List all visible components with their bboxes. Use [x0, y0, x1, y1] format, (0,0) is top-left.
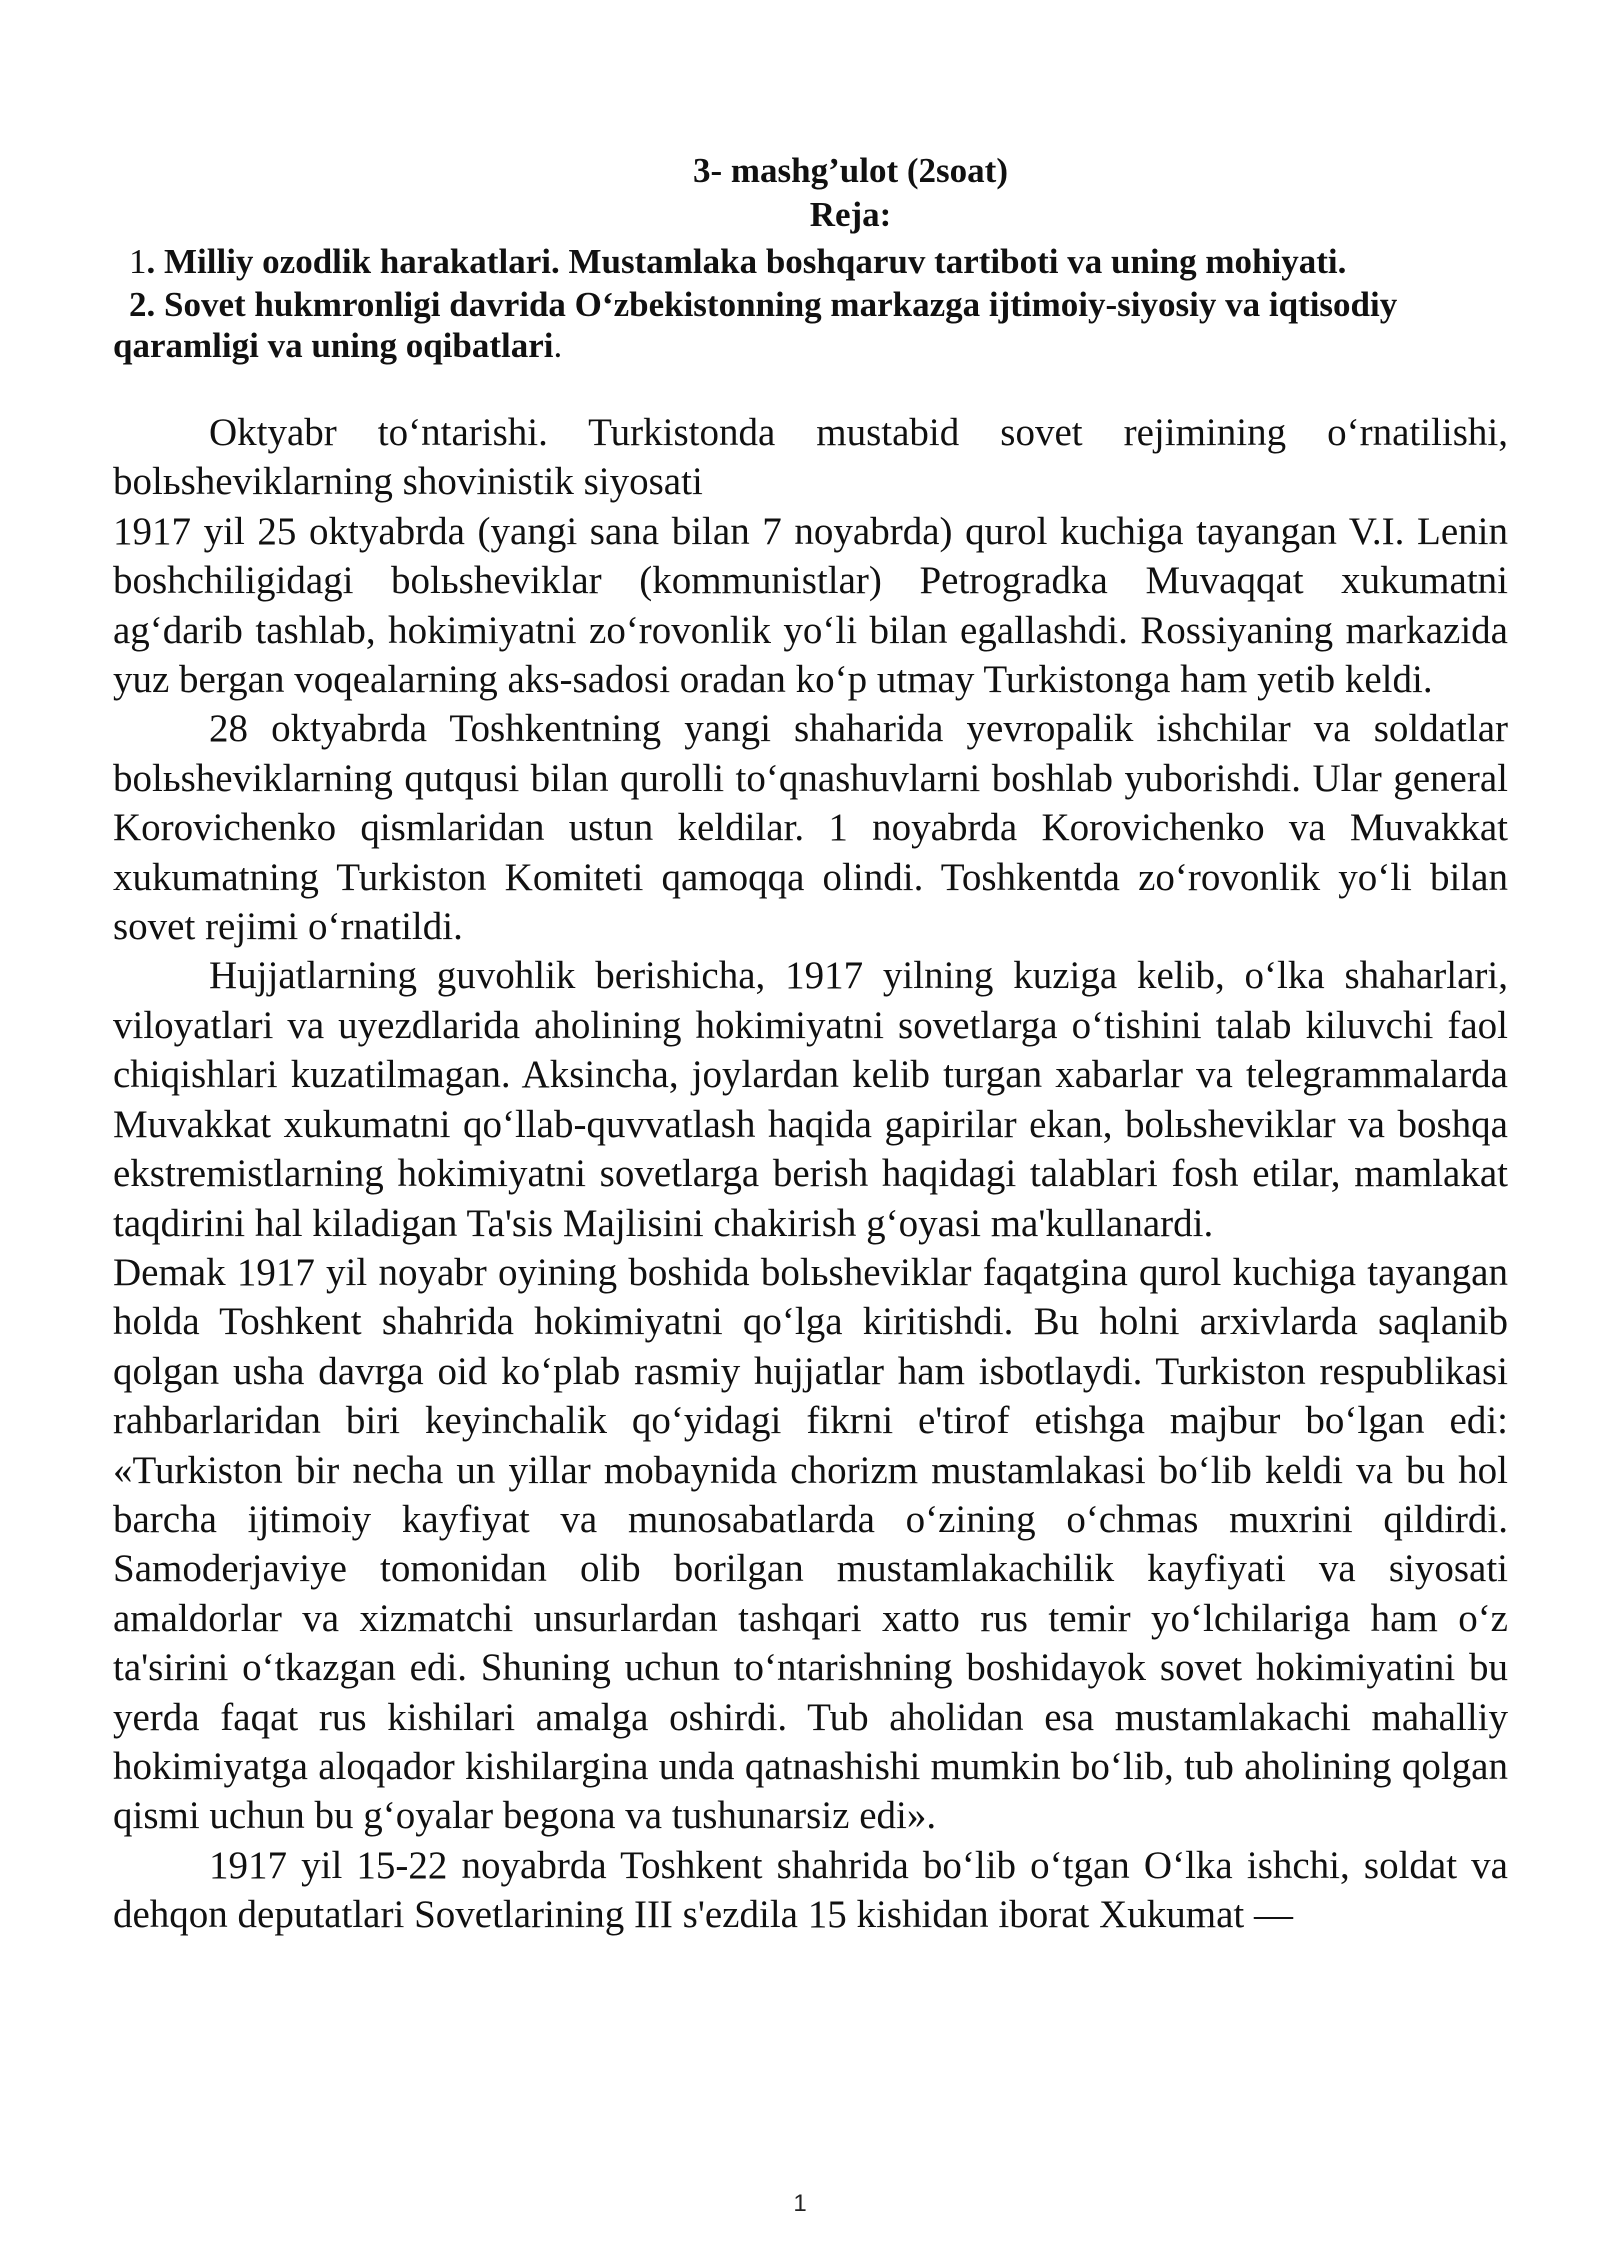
- section-heading-paragraph: Oktyabr to‘ntarishi. Turkistonda mustabid sovet rejimining o‘rnatilishi, bolьsheviklarning shovinistik siyosati: [113, 411, 1508, 504]
- plan-item-2: [113, 284, 1508, 366]
- plan-item-text: Sovet hukmronligi davrida O‘zbekistonning markazga ijtimoiy-siyosiy va iqtisodiy qaramligi va uning oqibatlari: [113, 285, 1398, 365]
- body-paragraph: 28 oktyabrda Toshkentning yangi shaharida yevropalik ishchilar va soldatlar bolьsheviklarning qutqusi bilan qurolli to‘qnashuvlarni boshlab yuborishdi. Ular general Korovichenko qismlaridan ustun keldilar. 1 noyabrda Korovichenko va Muvakkat xukumatning Turkiston Komiteti qamoqqa olindi. Toshkentda zo‘rovonlik yo‘li bilan sovet rejimi o‘rnatildi.: [113, 707, 1508, 949]
- body-paragraph: 1917 yil 25 oktyabrda (yangi sana bilan 7 noyabrda) qurol kuchiga tayangan V.I. Lenin boshchiligidagi bolьsheviklar (kommunistlar) Petrogradka Muvaqqat xukumatni ag‘darib tashlab, hokimiyatni zo‘rovonlik yo‘li bilan egallashdi. Rossiyaning markazida yuz bergan voqealarning aks-sadosi oradan ko‘p utmay Turkistonga ham yetib keldi.: [113, 509, 1508, 702]
- body-paragraph: 1917 yil 15-22 noyabrda Toshkent shahrida bo‘lib o‘tgan O‘lka ishchi, soldat va dehqon deputatlari Sovetlarining III s'ezdila 15 kishidan iborat Xukumat —: [113, 1843, 1508, 1937]
- plan-item-number: 1: [129, 242, 147, 281]
- body-paragraph: Demak 1917 yil noyabr oyining boshida bolьsheviklar faqatgina qurol kuchiga tayangan holda Toshkent shahrida hokimiyatni qo‘lga kiritishdi. Bu holni arxivlarda saqlanib qolgan usha davrga oid ko‘plab rasmiy hujjatlar ham isbotlaydi. Turkiston respublikasi rahbarlaridan biri keyinchalik qo‘yidagi fikrni e'tirof etishga majbur bo‘lgan edi: «Turkiston bir necha un yillar mobaynida chorizm mustamlakasi bo‘lib keldi va bu hol barcha ijtimoiy kayfiyat va munosabatlarda o‘zining o‘chmas muxrini qildirdi. Samoderjaviye tomonidan olib borilgan mustamlakachilik kayfiyati va siyosati amaldorlar va xizmatchi unsurlardan tashqari xatto rus temir yo‘lchilariga ham o‘z ta'sirini o‘tkazgan edi. Shuning uchun to‘ntarishning boshidayok sovet hokimiyatini bu yerda faqat rus kishilari amalga oshirdi. Tub aholidan esa mustamlakachi mahalliy hokimiyatga aloqador kishilargina unda qatnashishi mumkin bo‘lib, tub aholining qolgan qismi uchun bu g‘oyalar begona va tushunarsiz edi».: [113, 1250, 1508, 1838]
- page-number: 1: [793, 2190, 807, 2217]
- document-body: [113, 408, 1508, 1940]
- plan-item-text: . Milliy ozodlik harakatlari. Mustamlaka boshqaruv tartiboti va uning mohiyati.: [146, 242, 1347, 281]
- plan-item-1: [113, 241, 1508, 282]
- page-title: 3- mashg’ulot (2soat): [693, 151, 1008, 190]
- body-paragraph: Hujjatlarning guvohlik berishicha, 1917 yilning kuziga kelib, o‘lka shaharlari, viloyatlari va uyezdlarida aholining hokimiyatni sovetlarga o‘tishini talab kiluvchi faol chiqishlari kuzatilmagan. Aksincha, joylardan kelib turgan xabarlar va telegrammalarda Muvakkat xukumatni qo‘llab-quvvatlash haqida gapirilar ekan, bolьsheviklar va boshqa ekstremistlarning hokimiyatni sovetlarga berish haqidagi talablari fosh etilar, mamlakat taqdirini hal kiladigan Ta'sis Majlisini chakirish g‘oyasi ma'kullanardi.: [113, 954, 1508, 1245]
- plan-item-tail: .: [553, 326, 563, 365]
- plan-heading: Reja:: [809, 195, 892, 234]
- plan-item-number: 2.: [129, 285, 156, 324]
